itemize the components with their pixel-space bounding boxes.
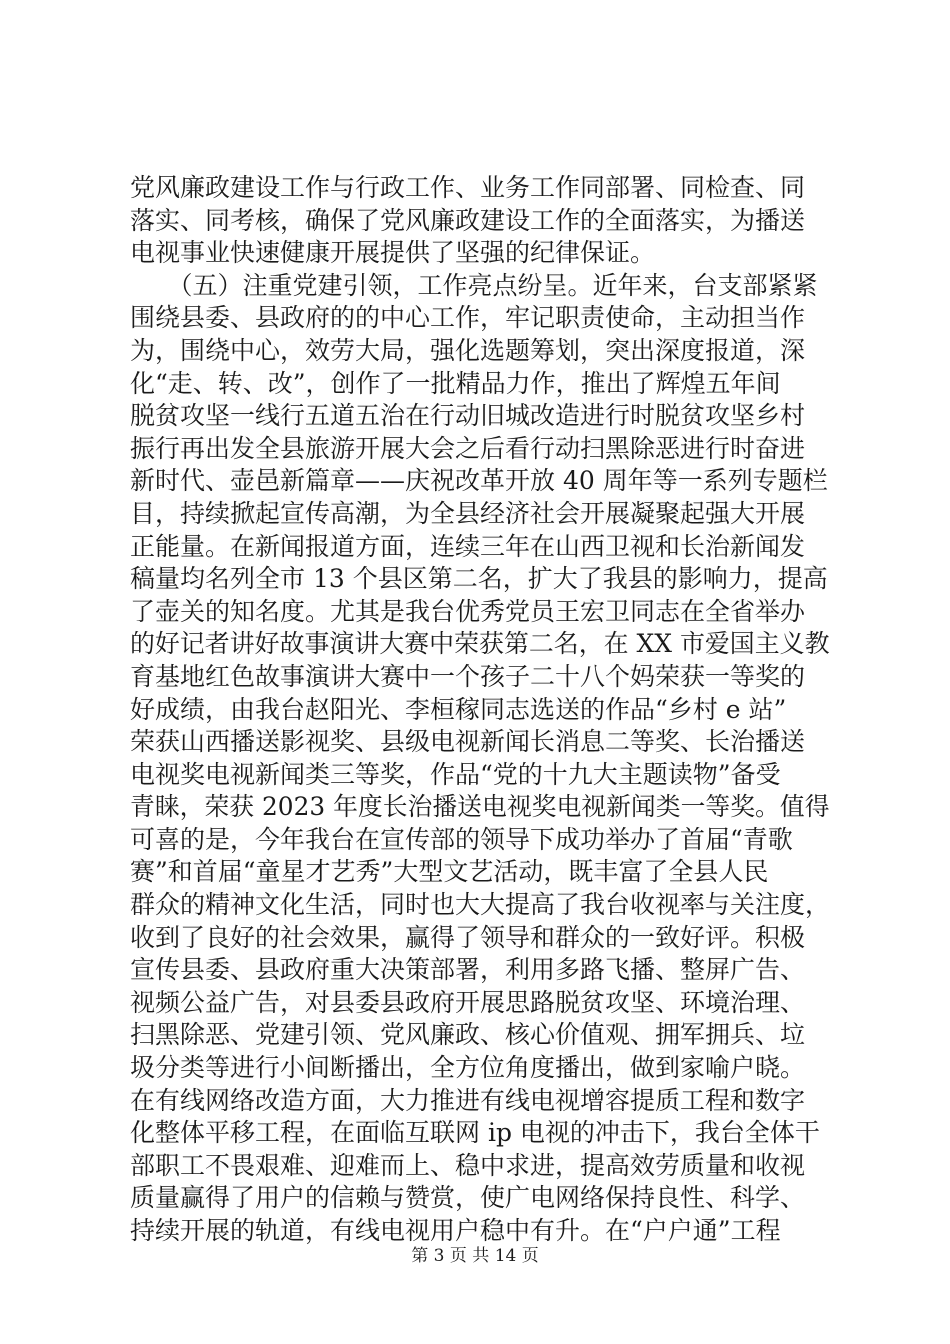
text-line: 青睐，荣获 2023 年度长治播送电视奖电视新闻类一等奖。值得 xyxy=(130,792,830,822)
text-line: （五）注重党建引领，工作亮点纷呈。近年来，台支部紧紧 xyxy=(130,270,818,300)
text-line: 电视奖电视新闻类三等奖，作品“党的十九大主题读物”备受 xyxy=(130,759,781,789)
text-line: 目，持续掀起宣传高潮，为全县经济社会开展凝聚起强大开展 xyxy=(130,498,806,528)
body-text xyxy=(130,172,830,1248)
text-line: 视频公益广告，对县委县政府开展思路脱贫攻坚、环境治理、 xyxy=(130,987,806,1017)
text-line: 党风廉政建设工作与行政工作、业务工作同部署、同检查、同 xyxy=(130,173,806,202)
text-line: 脱贫攻坚一线行五道五治在行动旧城改造进行时脱贫攻坚乡村 xyxy=(130,401,806,431)
text-line: 赛”和首届“童星才艺秀”大型文艺活动，既丰富了全县人民 xyxy=(130,857,769,887)
text-line: 的好记者讲好故事演讲大赛中荣获第二名，在 XX 市爱国主义教 xyxy=(130,629,830,659)
page-footer: 第 3 页 共 14 页 xyxy=(411,1246,539,1266)
text-line: 化“走、转、改”，创作了一批精品力作，推出了辉煌五年间 xyxy=(130,368,781,398)
text-line: 部职工不畏艰难、迎难而上、稳中求进，提高效劳质量和收视 xyxy=(130,1150,806,1180)
text-line: 可喜的是，今年我台在宣传部的领导下成功举办了首届“青歌 xyxy=(130,824,793,854)
text-line: 为，围绕中心，效劳大局，强化选题筹划，突出深度报道，深 xyxy=(130,335,806,365)
text-line: 正能量。在新闻报道方面，连续三年在山西卫视和长治新闻发 xyxy=(130,531,806,561)
text-line: 圾分类等进行小间断播出，全方位角度播出，做到家喻户晓。 xyxy=(130,1053,806,1083)
text-line: 电视事业快速健康开展提供了坚强的纪律保证。 xyxy=(130,238,656,268)
text-line: 新时代、壶邑新篇章——庆祝改革开放 40 周年等一系列专题栏 xyxy=(130,466,828,496)
text-line: 落实、同考核，确保了党风廉政建设工作的全面落实，为播送 xyxy=(130,205,806,235)
text-line: 持续开展的轨道，有线电视用户稳中有升。在“户户通”工程 xyxy=(130,1216,781,1245)
text-line: 扫黑除恶、党建引领、党风廉政、核心价值观、拥军拥兵、垃 xyxy=(130,1020,806,1050)
text-line: 质量赢得了用户的信赖与赞赏，使广电网络保持良性、科学、 xyxy=(130,1183,806,1213)
text-line: 荣获山西播送影视奖、县级电视新闻长消息二等奖、长治播送 xyxy=(130,727,806,757)
text-line: 育基地红色故事演讲大赛中一个孩子二十八个妈荣获一等奖的 xyxy=(130,661,806,691)
text-line: 围绕县委、县政府的的中心工作，牢记职责使命，主动担当作 xyxy=(130,303,806,333)
text-line: 化整体平移工程，在面临互联网 ip 电视的冲击下，我台全体干 xyxy=(130,1118,820,1148)
text-line: 收到了良好的社会效果，赢得了领导和群众的一致好评。积极 xyxy=(130,922,806,952)
text-line: 稿量均名列全市 13 个县区第二名，扩大了我县的影响力，提高 xyxy=(130,564,828,594)
text-line: 了壶关的知名度。尤其是我台优秀党员王宏卫同志在全省举办 xyxy=(130,596,806,626)
text-line: 好成绩，由我台赵阳光、李桓稼同志选送的作品“乡村 e 站” xyxy=(130,694,787,724)
text-line: 振行再出发全县旅游开展大会之后看行动扫黑除恶进行时奋进 xyxy=(130,433,806,463)
text-line: 宣传县委、县政府重大决策部署，利用多路飞播、整屏广告、 xyxy=(130,955,806,985)
text-line: 群众的精神文化生活，同时也大大提高了我台收视率与关注度， xyxy=(130,890,831,920)
text-line: 在有线网络改造方面，大力推进有线电视增容提质工程和数字 xyxy=(130,1085,806,1115)
